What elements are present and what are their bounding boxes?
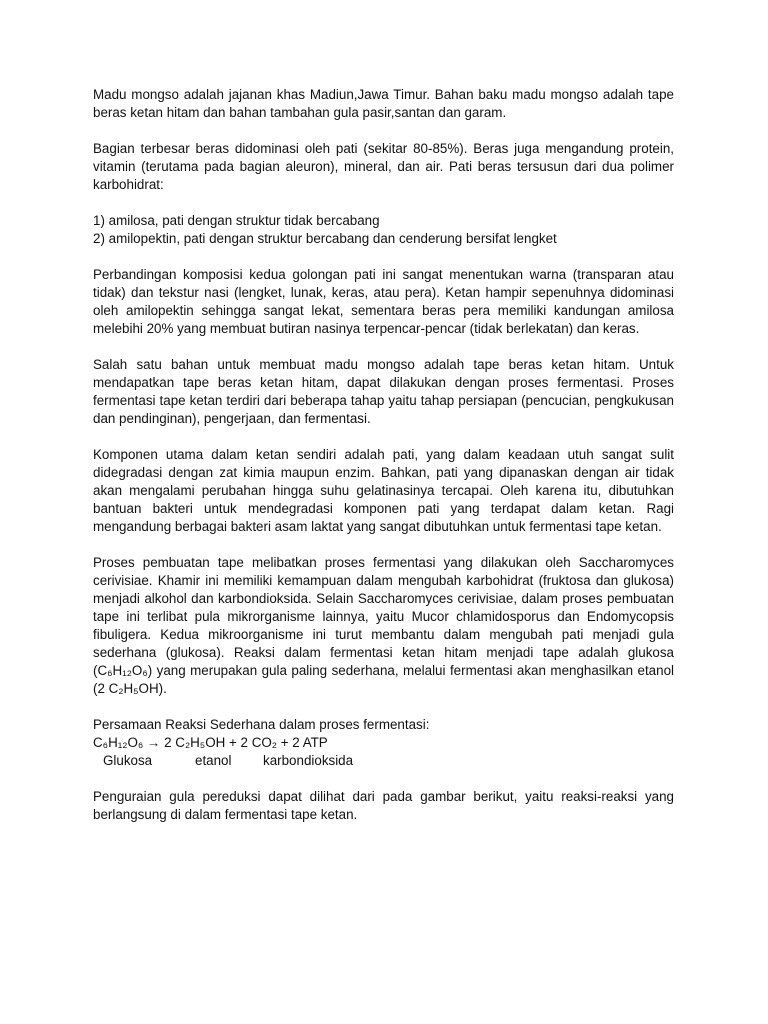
paragraph-pati-component: Komponen utama dalam ketan sendiri adalah pati, yang dalam keadaan utuh sangat sulit didegradasi dengan zat kimia maupun enzim. Bahkan, pati yang dipanaskan dengan air tidak akan mengalami perubahan hingga suhu gelatinasinya tercapai. Oleh karena itu, dibutuhkan bantuan bakteri untuk mendegradasi komponen pati yang terdapat dalam ketan. Ragi mengandung berbagai bakteri asam laktat yang sangat dibutuhkan untuk fermentasi tape ketan. [93,447,674,534]
polymer-list [93,212,674,248]
equation-formula: C₆H₁₂O₆ → 2 C₂H₅OH + 2 CO₂ + 2 ATP [93,735,328,750]
equation-labels [93,752,674,770]
equation-block [93,716,674,770]
label-etanol: etanol [195,753,232,768]
label-karbondioksida: karbondioksida [263,753,354,768]
paragraph-intro: Madu mongso adalah jajanan khas Madiun,Jawa Timur. Bahan baku madu mongso adalah tape beras ketan hitam dan bahan tambahan gula pasir,santan dan garam. [93,87,674,120]
list-item-amilosa: 1) amilosa, pati dengan struktur tidak bercabang [93,213,380,228]
label-glukosa: Glukosa [103,753,153,768]
equation-title: Persamaan Reaksi Sederhana dalam proses fermentasi: [93,717,430,732]
list-item-amilopektin: 2) amilopektin, pati dengan struktur bercabang dan cenderung bersifat lengket [93,231,557,246]
paragraph-tape-process: Salah satu bahan untuk membuat madu mongso adalah tape beras ketan hitam. Untuk mendapatkan tape beras ketan hitam, dapat dilakukan dengan proses fermentasi. Proses fermentasi tape ketan terdiri dari beberapa tahap yaitu tahap persiapan (pencucian, pengkukusan dan pendinginan), pengerjaan, dan fermentasi. [93,357,674,426]
paragraph-closing: Penguraian gula pereduksi dapat dilihat dari pada gambar berikut, yaitu reaksi-reaksi yang berlangsung di dalam fermentasi tape ketan. [93,789,674,822]
paragraph-comparison: Perbandingan komposisi kedua golongan pati ini sangat menentukan warna (transparan atau tidak) dan tekstur nasi (lengket, lunak, keras, atau pera). Ketan hampir sepenuhnya didominasi oleh amilopektin sehingga sangat lekat, sementara beras pera memiliki kandungan amilosa melebihi 20% yang membuat butiran nasinya terpencar-pencar (tidak berlekatan) dan keras. [93,267,674,336]
document-page [93,86,674,842]
paragraph-beras-composition: Bagian terbesar beras didominasi oleh pati (sekitar 80-85%). Beras juga mengandung protein, vitamin (terutama pada bagian aleuron), mineral, dan air. Pati beras tersusun dari dua polimer karbohidrat: [93,141,674,192]
paragraph-fermentation: Proses pembuatan tape melibatkan proses fermentasi yang dilakukan oleh Saccharomyces cerivisiae. Khamir ini memiliki kemampuan dalam mengubah karbohidrat (fruktosa dan glukosa) menjadi alkohol dan karbondioksida. Selain Saccharomyces cerivisiae, dalam proses pembuatan tape ini terlibat pula mikrorganisme lainnya, yaitu Mucor chlamidosporus dan Endomycopsis fibuligera. Kedua mikroorganisme ini turut membantu dalam mengubah pati menjadi gula sederhana (glukosa). Reaksi dalam fermentasi ketan hitam menjadi tape adalah glukosa (C₆H₁₂O₆) yang merupakan gula paling sederhana, melalui fermentasi akan menghasilkan etanol (2 C₂H₅OH). [93,555,674,696]
